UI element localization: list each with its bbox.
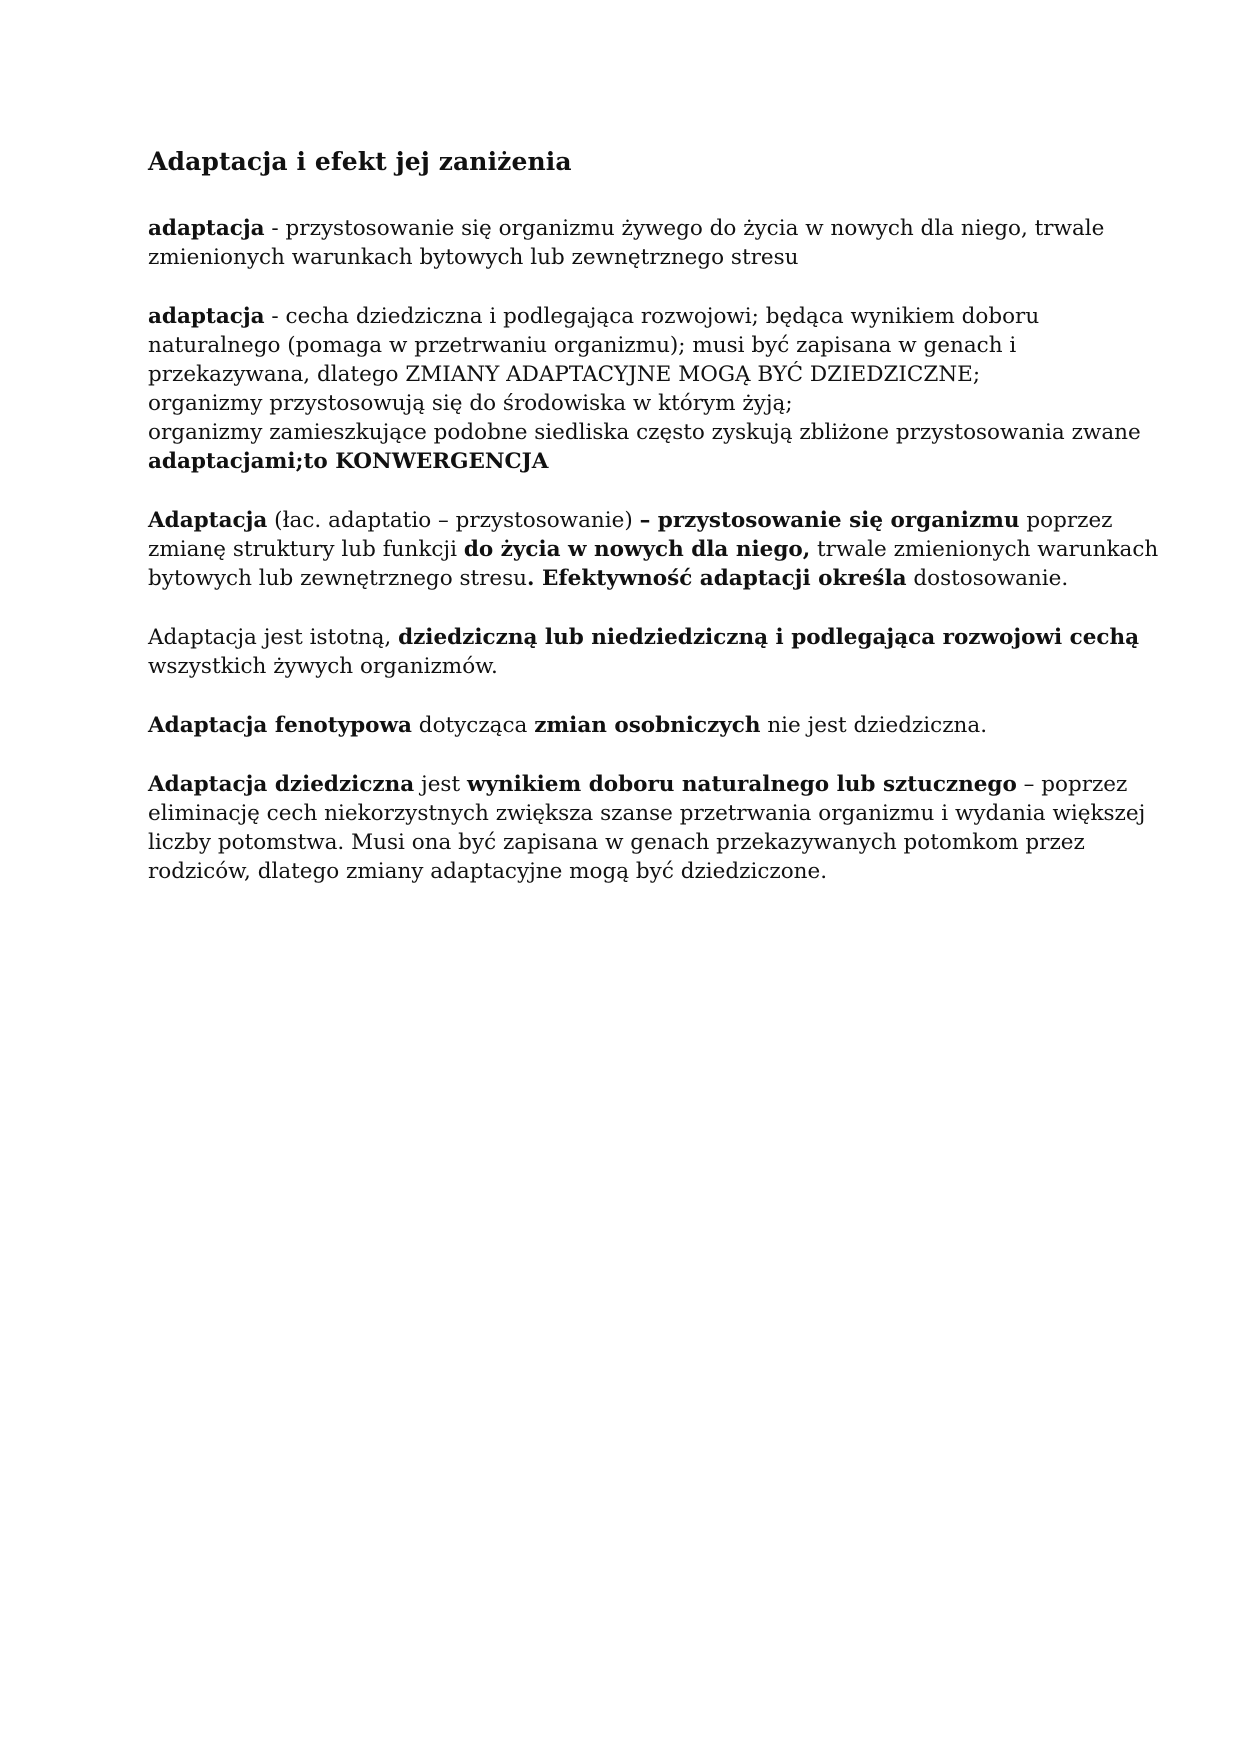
paragraph <box>148 302 1141 476</box>
text-segment: eliminację cech niekorzystnych zwiększa szanse przetrwania organizmu i wydania większej <box>148 801 1146 826</box>
paragraph <box>148 506 1159 593</box>
text-segment: dostosowanie. <box>906 566 1069 591</box>
paragraph <box>148 770 1146 886</box>
text-segment: poprzez <box>1019 508 1113 533</box>
text-line <box>148 389 1108 418</box>
paragraph <box>148 711 1108 740</box>
bold-text: adaptacja <box>148 304 265 329</box>
bold-text: Adaptacja <box>148 508 268 533</box>
bold-text: dziedziczną lub niedziedziczną i podlegająca rozwojowi cechą <box>398 625 1140 650</box>
document-title: Adaptacja i efekt jej zaniżenia <box>148 147 572 176</box>
text-line <box>148 360 1108 389</box>
text-segment: dotycząca <box>411 713 535 738</box>
text-line <box>148 770 1128 799</box>
text-segment: bytowych lub zewnętrznego stresu <box>148 566 528 591</box>
text-segment: liczby potomstwa. Musi ona być zapisana w genach przekazywanych potomkom przez <box>148 830 1085 855</box>
document-content <box>148 144 1159 916</box>
document-body <box>148 214 1159 886</box>
text-line <box>148 652 1108 681</box>
text-segment: rodziców, dlatego zmiany adaptacyjne mogą być dziedziczone. <box>148 859 828 884</box>
text-segment: nie jest dziedziczna. <box>760 713 988 738</box>
text-segment: naturalnego (pomaga w przetrwaniu organizmu); musi być zapisana w genach i <box>148 333 1017 358</box>
text-segment: zmienionych warunkach bytowych lub zewnętrznego stresu <box>148 245 799 270</box>
text-segment: trwale zmienionych warunkach <box>810 537 1159 562</box>
text-line <box>148 564 1108 593</box>
bold-text: wynikiem doboru naturalnego lub sztucznego <box>466 772 1017 797</box>
text-segment: Adaptacja jest istotną, <box>148 625 399 650</box>
text-segment: - przystosowanie się organizmu żywego do życia w nowych dla niego, trwale <box>264 216 1105 241</box>
text-line <box>148 447 1108 476</box>
text-segment: - cecha dziedziczna i podlegająca rozwojowi; będąca wynikiem doboru <box>264 304 1040 329</box>
text-line <box>148 623 1140 652</box>
bold-text: . Efektywność adaptacji określa <box>527 566 907 591</box>
bold-text: adaptacja <box>148 216 265 241</box>
text-line <box>148 331 1108 360</box>
text-segment: organizmy zamieszkujące podobne siedliska często zyskują zbliżone przystosowania zwane <box>148 420 1141 445</box>
text-line <box>148 243 1108 272</box>
paragraph <box>148 214 1108 272</box>
text-segment: (łac. adaptatio – przystosowanie) <box>267 508 640 533</box>
bold-text: zmian osobniczych <box>534 713 761 738</box>
bold-text: Adaptacja fenotypowa <box>148 713 412 738</box>
text-segment: przekazywana, dlatego ZMIANY ADAPTACYJNE MOGĄ BYĆ DZIEDZICZNE; <box>148 362 981 387</box>
text-line <box>148 535 1159 564</box>
bold-text: do życia w nowych dla niego, <box>463 537 811 562</box>
text-segment: organizmy przystosowują się do środowiska w którym żyją; <box>148 391 793 416</box>
text-segment: zmianę struktury lub funkcji <box>148 537 464 562</box>
bold-text: – przystosowanie się organizmu <box>639 508 1020 533</box>
paragraph <box>148 623 1140 681</box>
text-line <box>148 214 1108 243</box>
bold-text: adaptacjami;to KONWERGENCJA <box>148 449 549 474</box>
text-line <box>148 857 1108 886</box>
text-line <box>148 711 1108 740</box>
text-line <box>148 799 1146 828</box>
text-line <box>148 828 1108 857</box>
text-segment: – poprzez <box>1016 772 1128 797</box>
text-segment: wszystkich żywych organizmów. <box>148 654 498 679</box>
text-segment: jest <box>414 772 467 797</box>
text-line <box>148 506 1113 535</box>
bold-text: Adaptacja dziedziczna <box>148 772 415 797</box>
text-line <box>148 418 1141 447</box>
text-line <box>148 302 1108 331</box>
